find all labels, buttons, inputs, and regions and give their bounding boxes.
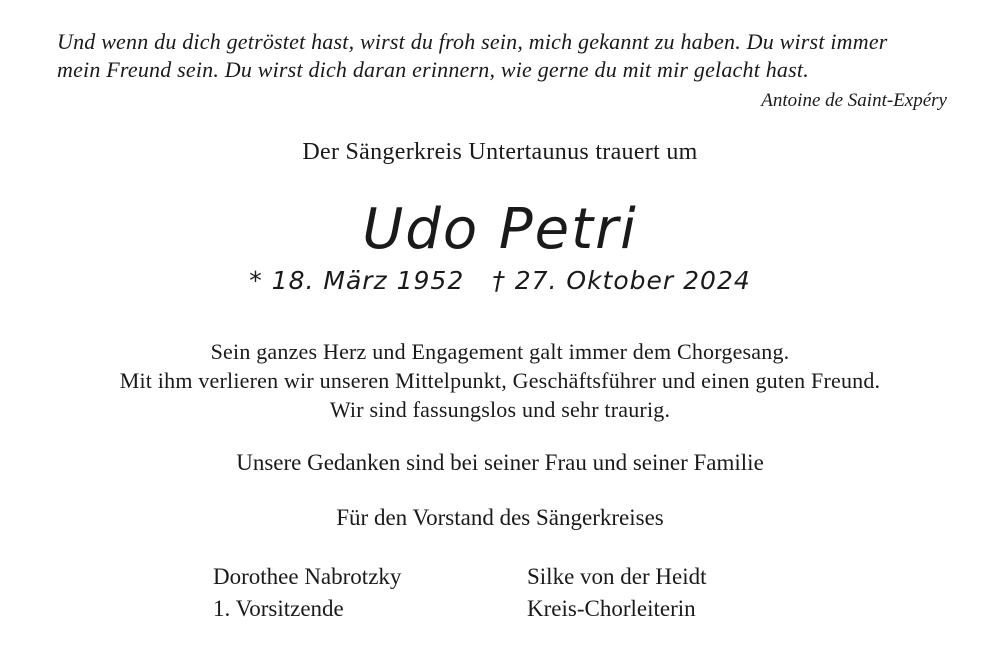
announcement-line: Der Sängerkreis Untertaunus trauert um — [302, 139, 698, 165]
signer-name: Dorothee Nabrotzky — [213, 564, 402, 589]
quote-line-2: mein Freund sein. Du wirst dich daran erinnern, wie gerne du mit mir gelacht hast. — [57, 57, 809, 82]
signature-block — [0, 561, 1000, 625]
tribute-line-1: Sein ganzes Herz und Engagement galt immer dem Chorgesang. — [210, 339, 790, 364]
signature-right — [527, 561, 707, 625]
closing-line: Für den Vorstand des Sängerkreises — [336, 505, 664, 530]
tribute-line-2: Mit ihm verlieren wir unseren Mittelpunkt, Geschäftsführer und einen guten Freund. — [119, 368, 881, 393]
memorial-quote — [57, 28, 955, 112]
signer-role: Kreis-Chorleiterin — [527, 596, 696, 621]
life-dates — [0, 266, 1000, 295]
deceased-name: Udo Petri — [362, 197, 638, 262]
signature-left — [213, 561, 527, 625]
tribute-line-3: Wir sind fassungslos und sehr traurig. — [329, 397, 671, 422]
death-date: † 27. Oktober 2024 — [492, 266, 751, 295]
condolence-line: Unsere Gedanken sind bei seiner Frau und seiner Familie — [236, 450, 764, 475]
quote-attribution: Antoine de Saint-Expéry — [761, 90, 947, 111]
tribute-paragraph — [0, 337, 1000, 424]
signer-name: Silke von der Heidt — [527, 564, 707, 589]
signer-role: 1. Vorsitzende — [213, 596, 344, 621]
quote-line-1: Und wenn du dich getröstet hast, wirst du froh sein, mich gekannt zu haben. Du wirst immer — [57, 29, 888, 54]
birth-date: * 18. März 1952 — [249, 266, 465, 295]
